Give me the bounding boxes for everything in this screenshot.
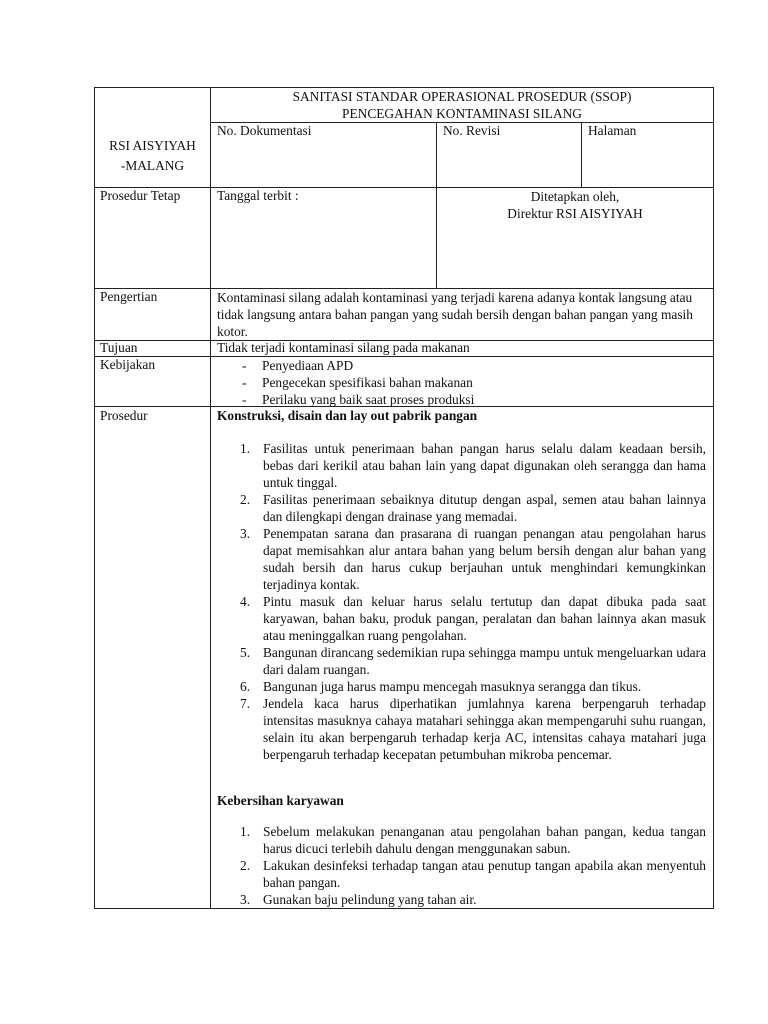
list-item bbox=[217, 593, 706, 644]
item-text: Bangunan dirancang sedemikian rupa sehingga mampu untuk mengeluarkan udara dari dalam ruangan. bbox=[263, 645, 706, 677]
hospital-name bbox=[95, 136, 210, 176]
kebijakan-item-text: Perilaku yang baik saat proses produksi bbox=[262, 392, 475, 407]
hospital-name-line2: -MALANG bbox=[120, 158, 185, 173]
item-number: 2. bbox=[240, 492, 251, 507]
item-number: 2. bbox=[240, 858, 251, 873]
issue-date-label: Tanggal terbit : bbox=[217, 188, 299, 203]
revision-label: No. Revisi bbox=[443, 123, 501, 138]
table-border-bottom bbox=[94, 908, 714, 909]
item-number: 1. bbox=[240, 441, 251, 456]
section2-title-text: Kebersihan karyawan bbox=[217, 793, 344, 808]
title-line1: SANITASI STANDAR OPERASIONAL PROSEDUR (SSOP) bbox=[292, 89, 632, 104]
item-text: Gunakan baju pelindung yang tahan air. bbox=[263, 892, 477, 907]
item-number: 7. bbox=[240, 696, 251, 711]
list-item bbox=[217, 440, 706, 491]
list-item bbox=[217, 357, 707, 374]
list-item bbox=[217, 391, 707, 408]
item-number: 3. bbox=[240, 526, 251, 541]
table-border-right bbox=[713, 87, 714, 909]
section1-title-text: Konstruksi, disain dan lay out pabrik pangan bbox=[217, 408, 478, 423]
item-number: 1. bbox=[240, 824, 251, 839]
page-label: Halaman bbox=[588, 123, 637, 138]
approved-by bbox=[437, 188, 713, 222]
list-item bbox=[217, 891, 706, 908]
list-item bbox=[217, 857, 706, 891]
section2-title bbox=[217, 793, 344, 809]
pengertian-text: Kontaminasi silang adalah kontaminasi yang terjadi karena adanya kontak langsung atau tidak langsung antara bahan pangan yang sudah bersih dengan bahan pangan yang masih kotor. bbox=[217, 290, 693, 339]
item-text: Fasilitas untuk penerimaan bahan pangan harus selalu dalam keadaan bersih, bebas dari kerikil atau bahan lain yang dapat digunakan oleh serangga dan hama untuk tinggal. bbox=[263, 441, 706, 490]
section1-list bbox=[217, 440, 706, 763]
item-number: 5. bbox=[240, 645, 251, 660]
hospital-name-line1: RSI AISYIYAH bbox=[109, 138, 196, 153]
item-number: 6. bbox=[240, 679, 251, 694]
protap-label: Prosedur Tetap bbox=[100, 188, 181, 203]
prosedur-label: Prosedur bbox=[100, 408, 148, 423]
item-text: Jendela kaca harus diperhatikan jumlahnya karena berpengaruh terhadap intensitas masuknya cahaya matahari sehingga akan mempengaruhi suhu ruangan, selain itu akan berpengaruh terhadap kerja AC, intensitas cahaya matahari juga berpengaruh terhadap kecepatan petumbuhan mikroba pencemar. bbox=[263, 696, 706, 762]
pengertian-label: Pengertian bbox=[100, 289, 158, 304]
kebijakan-list bbox=[217, 357, 707, 408]
rule-label-column bbox=[210, 87, 211, 909]
tujuan-text: Tidak terjadi kontaminasi silang pada makanan bbox=[217, 340, 470, 355]
tujuan-label: Tujuan bbox=[100, 340, 138, 355]
kebijakan-label: Kebijakan bbox=[100, 357, 156, 372]
list-item bbox=[217, 823, 706, 857]
dash-marker: - bbox=[242, 392, 247, 407]
doc-number-label: No. Dokumentasi bbox=[217, 123, 312, 138]
kebijakan-item-text: Pengecekan spesifikasi bahan makanan bbox=[262, 375, 473, 390]
item-number: 3. bbox=[240, 892, 251, 907]
table-border-left bbox=[94, 87, 95, 909]
list-item bbox=[217, 525, 706, 593]
list-item bbox=[217, 695, 706, 763]
list-item bbox=[217, 678, 706, 695]
dash-marker: - bbox=[242, 375, 247, 390]
list-item bbox=[217, 644, 706, 678]
item-text: Pintu masuk dan keluar harus selalu tertutup dan dapat dibuka pada saat karyawan, bahan baku, produk pangan, peralatan dan bahan lainnya akan masuk atau meninggalkan ruang pengolahan. bbox=[263, 594, 706, 643]
dash-marker: - bbox=[242, 358, 247, 373]
rule-page-column bbox=[581, 122, 582, 187]
section1-title bbox=[217, 408, 477, 424]
item-text: Lakukan desinfeksi terhadap tangan atau penutup tangan apabila akan menyentuh bahan pangan. bbox=[263, 858, 706, 890]
item-text: Bangunan juga harus mampu mencegah masuknya serangga dan tikus. bbox=[263, 679, 642, 694]
list-item bbox=[217, 491, 706, 525]
document-title bbox=[211, 88, 713, 122]
approved-line2: Direktur RSI AISYIYAH bbox=[507, 206, 643, 221]
approved-line1: Ditetapkan oleh, bbox=[530, 189, 620, 204]
section2-list bbox=[217, 823, 706, 908]
item-text: Penempatan sarana dan prasarana di ruangan penangan atau pengolahan harus dapat memisahkan alur antara bahan yang belum bersih dengan alur bahan yang sudah bersih dan harus cukup berjauhan untuk menghindari kemungkinkan terjadinya kontak. bbox=[263, 526, 706, 592]
item-number: 4. bbox=[240, 594, 251, 609]
list-item bbox=[217, 374, 707, 391]
item-text: Sebelum melakukan penanganan atau pengolahan bahan pangan, kedua tangan harus dicuci terlebih dahulu dengan menggunakan sabun. bbox=[263, 824, 706, 856]
kebijakan-item-text: Penyediaan APD bbox=[262, 358, 354, 373]
item-text: Fasilitas penerimaan sebaiknya ditutup dengan aspal, semen atau bahan lainnya dan dilengkapi dengan drainase yang memadai. bbox=[263, 492, 706, 524]
title-line2: PENCEGAHAN KONTAMINASI SILANG bbox=[342, 106, 582, 121]
